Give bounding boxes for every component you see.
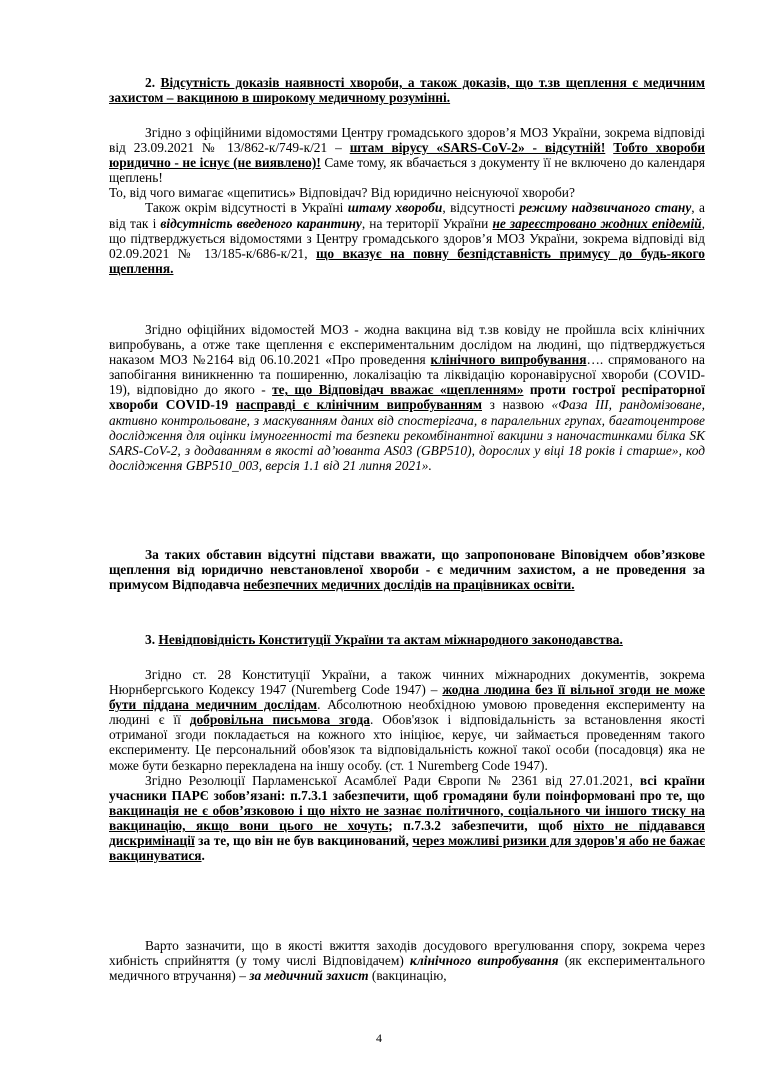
section-2-paragraph-1	[109, 125, 705, 276]
text-run: , відсутності	[442, 200, 520, 216]
text-run: Варто зазначити, що в якості вжиття заходів досудового врегулювання спору, зокрема через хибність сприйняття (у тому числі Відповідачем)	[109, 938, 705, 969]
text-run: Саме тому, як вбачається з документу її не включено до календаря щеплень!	[109, 155, 705, 186]
trial-name: «Фаза III, рандомізоване, активно контрольоване, з маскуванням даних від спостерігача, в паралельних групах, багатоцентрове дослідження для оцінки імуногенності та безпеки рекомбінантної вакцини з наночастинками білка SK SARS-CoV-2, з додаванням в якості ад’юванта AS03 (GBP510), дорослих у віці 18 років і старше», код дослідження GBP510_003, версія 1.1 від 21 липня 2021».	[109, 397, 705, 473]
text-run: . Абсолютною необхідною умовою проведення експерименту на людині є її	[109, 697, 706, 728]
emphasis-run: клінічного випробування	[430, 352, 587, 368]
emphasis-run: добровільна письмова згода	[189, 712, 370, 728]
emphasis-run: ніхто не піддавався дискримінації	[109, 817, 705, 849]
section-3-paragraph-3	[109, 938, 705, 983]
text-run: (вакцинацію,	[368, 968, 447, 984]
emphasis-run: штаму хвороби	[347, 200, 443, 216]
text-run: з назвою	[482, 397, 552, 413]
text-run: , а від так і	[109, 200, 705, 231]
emphasis-run: штам вірусу «SARS-CoV-2» - відсутній!	[349, 140, 606, 156]
emphasis-run: клінічного випробування	[409, 953, 559, 969]
text-run: Згідно офіційних відомостей МОЗ - жодна вакцина від т.зв ковіду не пройшла всіх клінічних випробувань, а отже таке щеплення є експериментальним дослідом на людині, що підтверджується наказом МОЗ №2164 від 06.10.2021 «Про проведення	[109, 322, 705, 368]
emphasis-run: що вказує на повну безпідставність примусу до будь-якого щеплення.	[109, 245, 705, 276]
emphasis-run: ; п.7.3.2 забезпечити, щоб	[388, 817, 574, 833]
section-3-paragraph-1	[109, 667, 705, 863]
text-run: . Обов'язок і відповідальність за встановлення якості отриманої згоди покладається на кожного хто ініціює, керує, чи займається проведенням такого експерименту. Це персональний обов'язок та відповідальність кожної такої особи (посадовця) яка не може бути безкарно перекладена на іншу особу. (ст. 1 Nuremberg Code 1947).	[109, 712, 705, 773]
text-run: (як експериментального медичного втручання) –	[109, 953, 706, 984]
text-run: За таких обставин відсутні підстави вважати, що запропоноване Віповідчем обов’язкове щеплення від юридично невстановленої хвороби - є медичним захистом, а не проведення за примусом Відподавча	[109, 547, 705, 593]
emphasis-run: .	[201, 848, 205, 864]
section-2-heading	[109, 75, 705, 105]
section-3-title: Невідповідність Конституції України та актам міжнародного законодавства.	[158, 632, 623, 647]
text-run: , що підтверджується відомостями з Центру громадського здоров’я МОЗ України, зокрема відповіді від 02.09.2021 № 13/185-к/686-к/21,	[109, 215, 705, 261]
text-run	[605, 140, 613, 155]
section-2-paragraph-2: То, від чого вимагає «щепитись» Відповідач? Від юридично неіснуючої хвороби?	[109, 185, 575, 201]
emphasis-run: насправді є клінічним випробуванням	[235, 397, 483, 413]
text-run: Також окрім відсутності в Україні	[145, 200, 348, 216]
text-run: …. спрямованого на запобігання виникненню та поширенню, локалізацію та ліквідацію коронавірусної хвороби (COVID-19), відповідно до якого -	[109, 352, 705, 398]
emphasis-run: небезпечних медичних дослідів на працівниках освіти.	[243, 577, 575, 593]
section-2-paragraph-4	[109, 322, 705, 473]
section-3-number: 3.	[145, 632, 156, 647]
section-3-heading	[109, 632, 705, 647]
emphasis-run: вакцинація не є обов’язковою і що ніхто не зазнає політичного, соціального чи іншого тиску на вакцинацію, якщо вони цього не хочуть	[109, 802, 705, 833]
emphasis-run: через можливі ризики для здоров'я або не бажає вакцинуватися	[109, 833, 705, 864]
text-run: Згідно з офіційними відомостями Центру громадського здоров’я МОЗ України, зокрема відповіді від 23.09.2021 № 13/862-к/749-к/21 –	[109, 125, 705, 156]
emphasis-run: всі країни учасники ПАРЄ зобов’язані: п.7.3.1 забезпечити, щоб громадяни були поінформовані про те, що	[109, 772, 705, 803]
section-2-number: 2.	[145, 75, 156, 90]
emphasis-run: режиму надзвичаного стану	[519, 200, 692, 216]
emphasis-run: за медичний захист	[249, 968, 369, 984]
text-run: Згідно Резолюції Парламенської Асамблеї Ради Європи № 2361 від 27.01.2021,	[145, 772, 640, 788]
text-run: , на території України	[361, 215, 493, 231]
emphasis-run: те, що Відповідач вважає «щепленням»	[272, 382, 524, 398]
section-2-title: Відсутність доказів наявності хвороби, а також доказів, що т.зв щеплення є медичним захистом – вакциною в широкому медичному розумінні.	[109, 75, 705, 106]
emphasis-run: Тобто хвороби юридично - не існує (не виявлено)!	[109, 140, 705, 171]
section-2-conclusion	[109, 547, 705, 592]
emphasis-run: жодна людина без її вільної згоди не може бути піддана медичним дослідам	[109, 682, 705, 713]
page-number: 4	[376, 1031, 382, 1045]
emphasis-run: за те, що він не був вакцинований,	[194, 833, 413, 849]
emphasis-run: не зареєстровано жодних епідемій	[492, 215, 702, 231]
text-run: Згідно ст. 28 Конституції України, а також чинних міжнародних документів, зокрема Нюрнбергського Кодексу 1947 (Nuremberg Code 1947) –	[109, 667, 705, 698]
section-3-paragraph-2	[109, 773, 705, 864]
emphasis-run: відсутність введеного карантину	[160, 215, 362, 231]
emphasis-run: проти гострої респіраторної хвороби COVID-19	[109, 382, 706, 413]
